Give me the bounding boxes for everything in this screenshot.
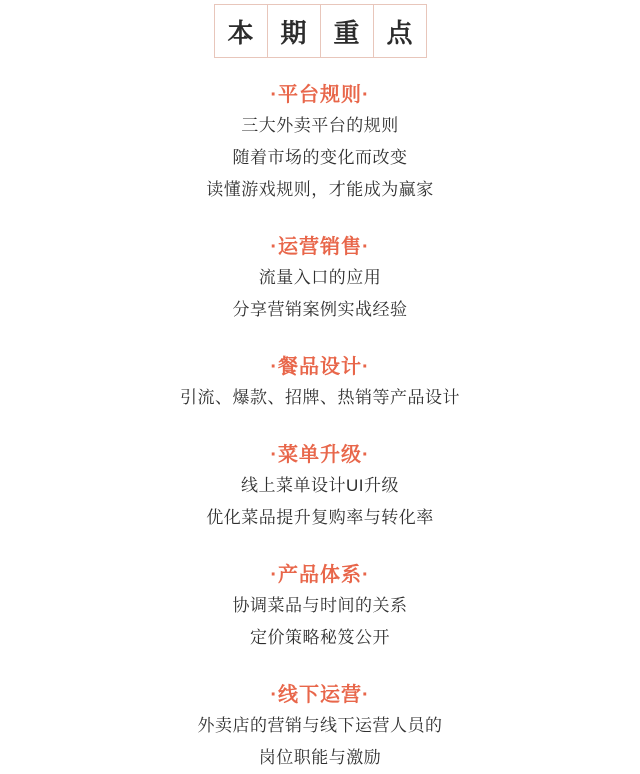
section-title: ·线下运营·: [270, 684, 370, 706]
header-boxes: [214, 4, 427, 58]
section-line: 引流、爆款、招牌、热销等产品设计: [180, 388, 460, 407]
section-line: 随着市场的变化而改变: [232, 148, 408, 167]
section: [0, 680, 640, 774]
section-title: ·产品体系·: [270, 564, 370, 586]
section-list: [0, 80, 640, 774]
section: [0, 560, 640, 654]
section-line: 外卖店的营销与线下运营人员的: [197, 716, 443, 735]
section-line: 读懂游戏规则，才能成为赢家: [206, 180, 434, 199]
section-line: 线上菜单设计UI升级: [241, 476, 399, 495]
header-box-char: 期: [267, 4, 321, 58]
section-title: ·菜单升级·: [270, 444, 370, 466]
section-line: 协调菜品与时间的关系: [232, 596, 408, 615]
header: [0, 0, 640, 58]
header-box-char: 重: [320, 4, 374, 58]
section-line: 流量入口的应用: [258, 268, 382, 287]
section-line: 岗位职能与激励: [258, 748, 382, 767]
header-box-char: 点: [373, 4, 427, 58]
section-line: 分享营销案例实战经验: [232, 300, 408, 319]
section: [0, 352, 640, 414]
section-title: ·平台规则·: [270, 84, 370, 106]
section-line: 定价策略秘笈公开: [250, 628, 390, 647]
header-box-char: 本: [214, 4, 268, 58]
section-title: ·运营销售·: [270, 236, 370, 258]
section-line: 三大外卖平台的规则: [241, 116, 399, 135]
section: [0, 80, 640, 206]
section: [0, 440, 640, 534]
section-line: 优化菜品提升复购率与转化率: [206, 508, 434, 527]
section-title: ·餐品设计·: [270, 356, 370, 378]
section: [0, 232, 640, 326]
